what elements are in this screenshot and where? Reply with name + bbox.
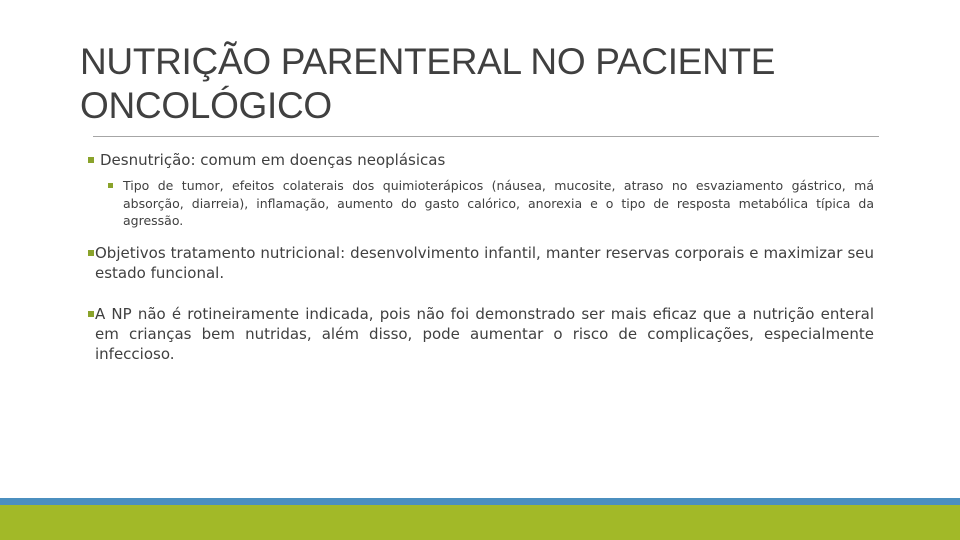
- bullet-item-malnutrition: [88, 150, 874, 170]
- square-bullet-icon: [108, 183, 113, 188]
- bullet-item-objectives: [88, 243, 874, 283]
- square-bullet-icon: [88, 250, 94, 256]
- square-bullet-icon: [88, 311, 94, 317]
- title-divider: [93, 136, 879, 137]
- square-bullet-icon: [88, 157, 94, 163]
- slide-content: [88, 150, 874, 364]
- bullet-text: A NP não é rotineiramente indicada, pois não foi demonstrado ser mais eficaz que a nutrição enteral em crianças bem nutridas, além disso, pode aumentar o risco de complicações, especialmente infeccioso.: [95, 304, 874, 363]
- footer-bar: [0, 505, 960, 540]
- footer-accent-bar: [0, 498, 960, 505]
- bullet-item-np-indication: [88, 304, 874, 364]
- bullet-text: Objetivos tratamento nutricional: desenvolvimento infantil, manter reservas corporais e maximizar seu estado funcional.: [95, 243, 874, 282]
- slide-title: NUTRIÇÃO PARENTERAL NO PACIENTE ONCOLÓGICO: [80, 41, 776, 126]
- sub-bullet-text: Tipo de tumor, efeitos colaterais dos quimioterápicos (náusea, mucosite, atraso no esvaziamento gástrico, má absorção, diarreia), inflamação, aumento do gasto calórico, anorexia e o tipo de resposta metabólica típica da agressão.: [123, 178, 874, 228]
- bullet-text: Desnutrição: comum em doenças neoplásicas: [100, 151, 446, 169]
- sub-bullet-item-causes: [108, 177, 874, 230]
